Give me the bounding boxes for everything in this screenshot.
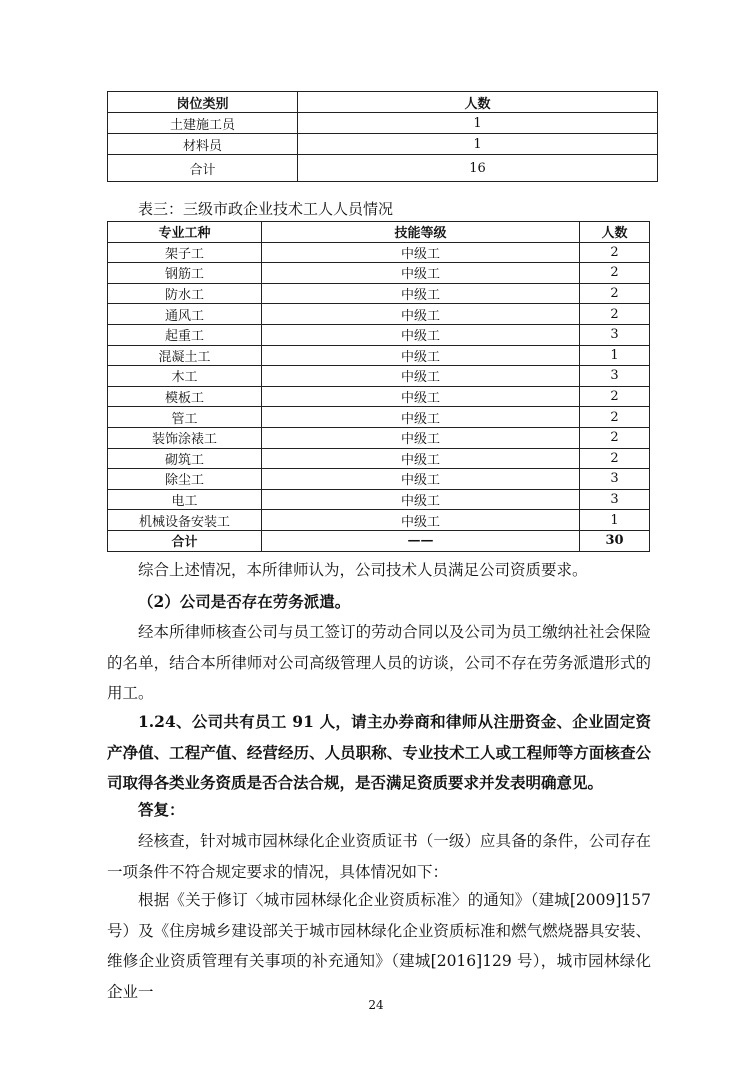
table-cell: 3 — [580, 324, 650, 345]
table-cell: 装饰涂裱工 — [108, 427, 262, 448]
answer-heading: 答复： — [138, 800, 185, 819]
table-row — [108, 345, 650, 366]
paragraph: 经本所律师核查公司与员工签订的劳动合同以及公司为员工缴纳社社会保险的名单，结合本所律师对公司高级管理人员的访谈，公司不存在劳务派遣形式的用工。 — [107, 623, 651, 702]
column-header: 人数 — [580, 222, 650, 243]
table-cell: 中级工 — [262, 469, 580, 490]
table-row — [108, 386, 650, 407]
paragraph: 综合上述情况，本所律师认为，公司技术人员满足公司资质要求。 — [138, 561, 588, 579]
table-row — [108, 134, 658, 155]
table-cell: 混凝土工 — [108, 345, 262, 366]
table-cell: 中级工 — [262, 345, 580, 366]
table-cell: 中级工 — [262, 304, 580, 325]
table-row — [108, 304, 650, 325]
table-cell: 合计 — [108, 155, 298, 182]
table-cell: 中级工 — [262, 283, 580, 304]
table-row — [108, 324, 650, 345]
table-cell: 2 — [580, 427, 650, 448]
table-cell: 电工 — [108, 489, 262, 510]
table-cell: 2 — [580, 242, 650, 263]
column-header: 岗位类别 — [108, 92, 298, 113]
paragraph: 经核查，针对城市园林绿化企业资质证书（一级）应具备的条件，公司存在一项条件不符合规定要求的情况，具体情况如下： — [107, 832, 651, 881]
table-cell: 中级工 — [262, 510, 580, 531]
table-cell: 1 — [298, 134, 658, 155]
table-cell: 1 — [580, 510, 650, 531]
table-cell: 管工 — [108, 407, 262, 428]
staff-table — [107, 91, 658, 182]
table-cell: 16 — [298, 155, 658, 182]
table-row — [108, 113, 658, 134]
table-header-row — [108, 222, 650, 243]
page-number: 24 — [368, 998, 384, 1012]
table-cell: 30 — [580, 530, 650, 551]
table-cell: 中级工 — [262, 263, 580, 284]
table-header-row — [108, 92, 658, 113]
table-row — [108, 283, 650, 304]
table-cell: 中级工 — [262, 407, 580, 428]
table-cell: 防水工 — [108, 283, 262, 304]
table-row — [108, 448, 650, 469]
table-cell: 模板工 — [108, 386, 262, 407]
table-cell: 2 — [580, 407, 650, 428]
table-cell: 3 — [580, 489, 650, 510]
table-cell: 架子工 — [108, 242, 262, 263]
table-cell: 起重工 — [108, 324, 262, 345]
table-cell: 2 — [580, 304, 650, 325]
table-cell: 2 — [580, 283, 650, 304]
table-total-row — [108, 530, 650, 551]
table-cell: 中级工 — [262, 242, 580, 263]
table-cell: 3 — [580, 469, 650, 490]
table-cell: 中级工 — [262, 489, 580, 510]
table-cell: 合计 — [108, 530, 262, 551]
table-cell: 除尘工 — [108, 469, 262, 490]
table-row — [108, 407, 650, 428]
paragraph: 根据《关于修订〈城市园林绿化企业资质标准〉的通知》（建城[2009]157 号）及《住房城乡建设部关于城市园林绿化企业资质标准和燃气燃烧器具安装、维修企业资质管理有关事项的补充通知》（建城[2016]129 号），城市园林绿化企业一 — [107, 891, 651, 1001]
table-cell: 材料员 — [108, 134, 298, 155]
table-row — [108, 489, 650, 510]
table-row — [108, 510, 650, 531]
table-row — [108, 469, 650, 490]
table-cell: 1 — [298, 113, 658, 134]
table-cell: 2 — [580, 386, 650, 407]
table-cell: 2 — [580, 448, 650, 469]
column-header: 专业工种 — [108, 222, 262, 243]
table-cell: 中级工 — [262, 448, 580, 469]
table-cell: 中级工 — [262, 366, 580, 387]
column-header: 人数 — [298, 92, 658, 113]
table-cell: 1 — [580, 345, 650, 366]
table-cell: 土建施工员 — [108, 113, 298, 134]
table-cell: —— — [262, 530, 580, 551]
table-row — [108, 263, 650, 284]
column-header: 技能等级 — [262, 222, 580, 243]
section-heading: （2）公司是否存在劳务派遣。 — [138, 592, 351, 611]
table-cell: 2 — [580, 263, 650, 284]
table-cell: 通风工 — [108, 304, 262, 325]
table-cell: 中级工 — [262, 324, 580, 345]
technician-table — [107, 221, 650, 552]
table-row — [108, 427, 650, 448]
table-total-row — [108, 155, 658, 182]
table-cell: 中级工 — [262, 386, 580, 407]
table-caption: 表三：三级市政企业技术工人人员情况 — [138, 200, 394, 218]
table-cell: 钢筋工 — [108, 263, 262, 284]
table-row — [108, 366, 650, 387]
question-paragraph: 1.24、公司共有员工 91 人，请主办券商和律师从注册资金、企业固定资产净值、工程产值、经营经历、人员职称、专业技术工人或工程师等方面核查公司取得各类业务资质是否合法合规，是否满足资质要求并发表明确意见。 — [107, 712, 651, 792]
table-cell: 3 — [580, 366, 650, 387]
table-cell: 中级工 — [262, 427, 580, 448]
table-cell: 木工 — [108, 366, 262, 387]
table-cell: 砌筑工 — [108, 448, 262, 469]
table-cell: 机械设备安装工 — [108, 510, 262, 531]
table-row — [108, 242, 650, 263]
